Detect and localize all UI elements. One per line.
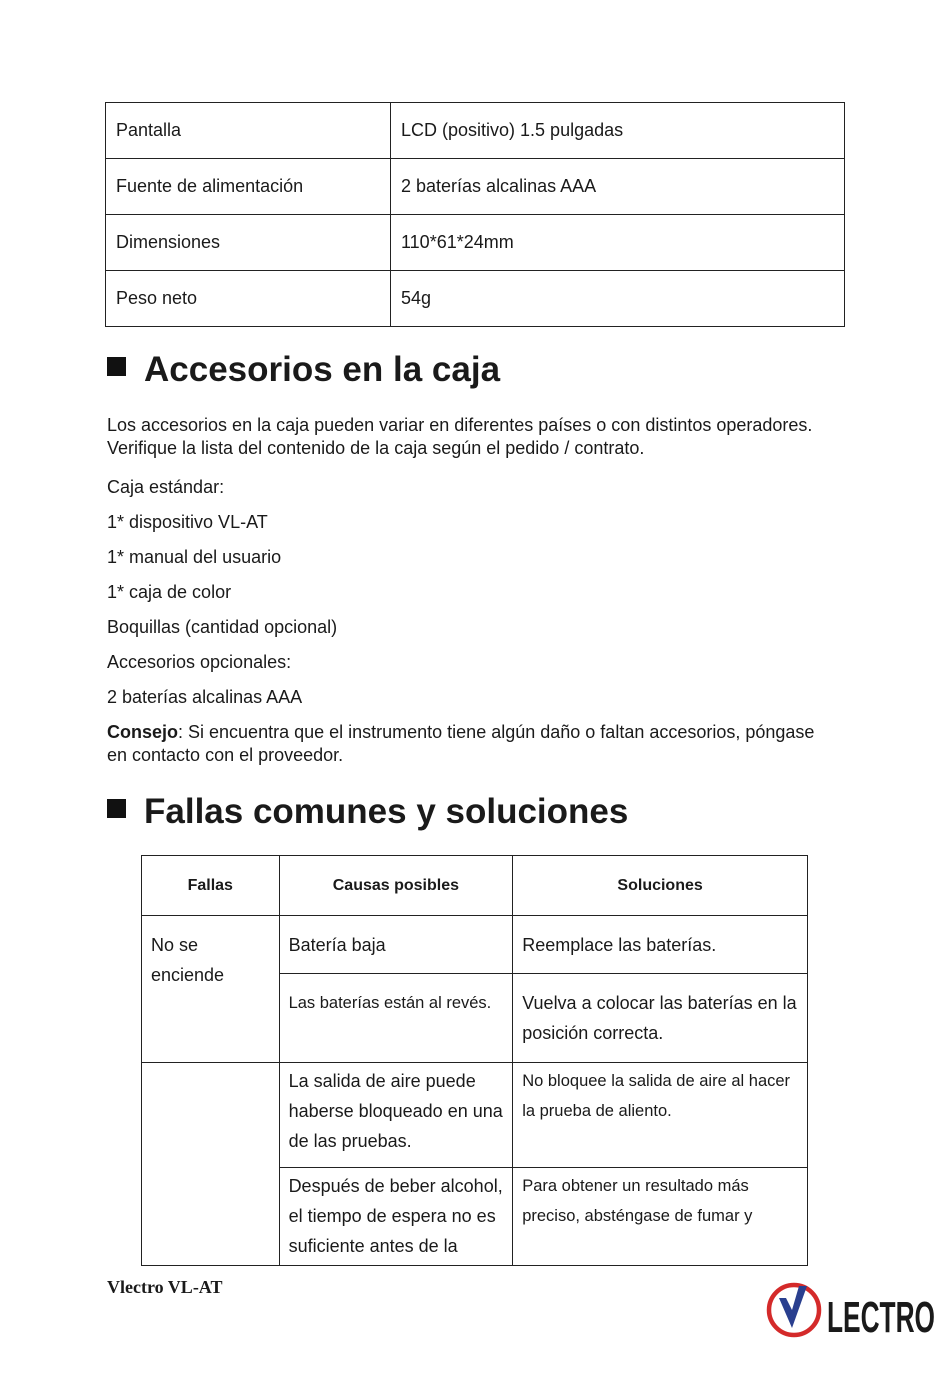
section-heading-accessories bbox=[107, 350, 500, 390]
tip-text: : Si encuentra que el instrumento tiene algún daño o faltan accesorios, póngase bbox=[178, 722, 815, 742]
spec-value: 2 baterías alcalinas AAA bbox=[391, 159, 845, 215]
list-item: 1* dispositivo VL-AT bbox=[107, 512, 268, 532]
list-item: 1* manual del usuario bbox=[107, 547, 282, 567]
spec-label: Pantalla bbox=[106, 103, 391, 159]
cause-cell: Después de beber alcohol, el tiempo de espera no es suficiente antes de la bbox=[279, 1168, 513, 1266]
spec-row bbox=[106, 271, 845, 327]
spec-label: Dimensiones bbox=[106, 215, 391, 271]
column-header: Fallas bbox=[142, 856, 280, 916]
column-header: Causas posibles bbox=[279, 856, 513, 916]
table-row bbox=[142, 916, 808, 974]
accessories-intro bbox=[107, 414, 847, 460]
intro-line: Verifique la lista del contenido de la caja según el pedido / contrato. bbox=[107, 438, 645, 458]
list-item: Accesorios opcionales: bbox=[107, 652, 292, 672]
tip-paragraph bbox=[107, 721, 847, 767]
table-header-row bbox=[142, 856, 808, 916]
square-bullet-icon bbox=[107, 357, 126, 376]
spec-label: Fuente de alimentación bbox=[106, 159, 391, 215]
logo-text: LECTRO bbox=[827, 1293, 935, 1340]
section-title: Accesorios en la caja bbox=[144, 350, 501, 389]
cause-cell: Batería baja bbox=[279, 916, 513, 974]
square-bullet-icon bbox=[107, 799, 126, 818]
fault-cell: No se enciende bbox=[142, 916, 280, 1063]
spec-row bbox=[106, 215, 845, 271]
spec-table bbox=[105, 102, 845, 327]
cause-cell: Las baterías están al revés. bbox=[279, 974, 513, 1063]
solution-cell: Vuelva a colocar las baterías en la posición correcta. bbox=[513, 974, 808, 1063]
solution-cell: Para obtener un resultado más preciso, absténgase de fumar y bbox=[513, 1168, 808, 1266]
section-title: Fallas comunes y soluciones bbox=[144, 792, 629, 831]
spec-row bbox=[106, 159, 845, 215]
list-item: Boquillas (cantidad opcional) bbox=[107, 617, 338, 637]
cause-cell: La salida de aire puede haberse bloqueado en una de las pruebas. bbox=[279, 1063, 513, 1168]
fault-cell bbox=[142, 1063, 280, 1266]
spec-value: 54g bbox=[391, 271, 845, 327]
vlectro-logo bbox=[765, 1280, 937, 1340]
footer-product-name: Vlectro VL-AT bbox=[107, 1277, 223, 1297]
spec-row bbox=[106, 103, 845, 159]
spec-value: 110*61*24mm bbox=[391, 215, 845, 271]
intro-line: Los accesorios en la caja pueden variar en diferentes países o con distintos operadores. bbox=[107, 415, 813, 435]
faults-table bbox=[141, 855, 808, 1266]
table-row bbox=[142, 1063, 808, 1168]
solution-cell: No bloquee la salida de aire al hacer la prueba de aliento. bbox=[513, 1063, 808, 1168]
list-item: 2 baterías alcalinas AAA bbox=[107, 687, 303, 707]
solution-cell: Reemplace las baterías. bbox=[513, 916, 808, 974]
list-item: 1* caja de color bbox=[107, 582, 232, 602]
logo-check bbox=[779, 1286, 807, 1328]
tip-label: Consejo bbox=[107, 722, 179, 742]
section-heading-faults bbox=[107, 792, 628, 832]
spec-label: Peso neto bbox=[106, 271, 391, 327]
tip-text: en contacto con el proveedor. bbox=[107, 745, 344, 765]
spec-value: LCD (positivo) 1.5 pulgadas bbox=[391, 103, 845, 159]
list-item: Caja estándar: bbox=[107, 477, 225, 497]
column-header: Soluciones bbox=[513, 856, 808, 916]
